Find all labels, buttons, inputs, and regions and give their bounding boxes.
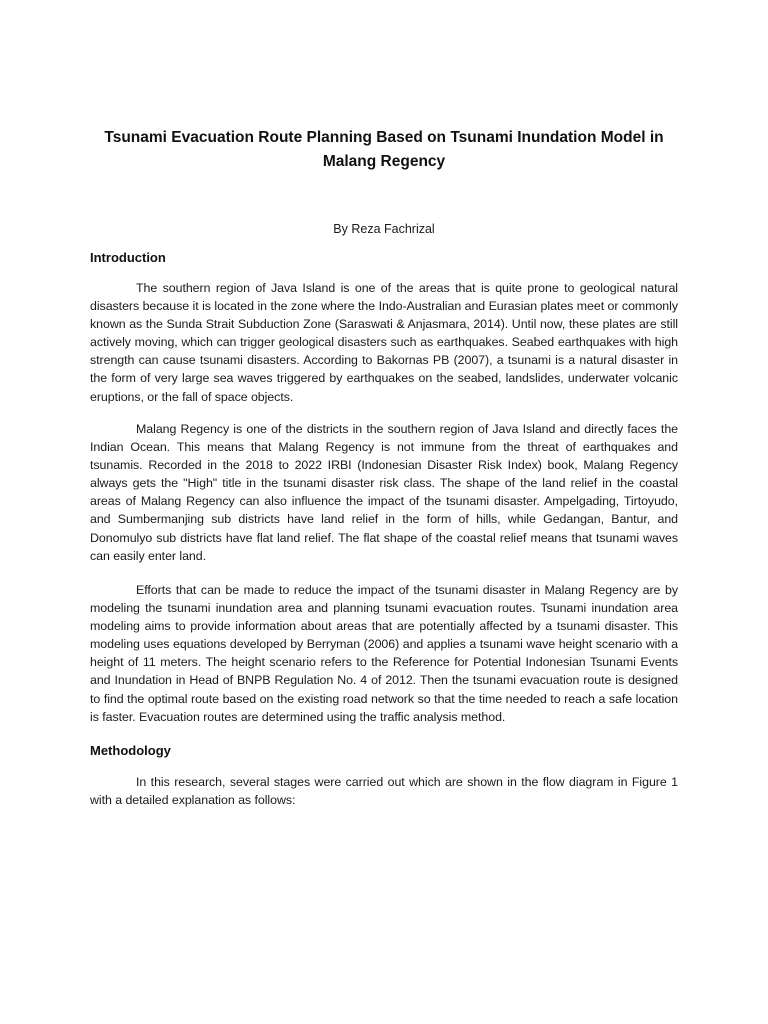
section-heading-methodology: Methodology: [90, 743, 171, 758]
body-paragraph: In this research, several stages were carried out which are shown in the flow diagram in Figure 1 with a detailed explanation as follows:: [90, 775, 678, 808]
document-title: Tsunami Evacuation Route Planning Based on Tsunami Inundation Model in Malang Regency: [104, 129, 664, 170]
author-byline: By Reza Fachrizal: [333, 222, 435, 236]
body-paragraph: Malang Regency is one of the districts in the southern region of Java Island and directly faces the Indian Ocean. This means that Malang Regency is not immune from the threat of earthquakes and tsunamis. Recorded in the 2018 to 2022 IRBI (Indonesian Disaster Risk Index) book, Malang Regency always gets the "High" title in the tsunami disaster risk class. The shape of the land relief in the coastal areas of Malang Regency can also influence the impact of the tsunami disaster. Ampelgading, Tirtoyudo, and Sumbermanjing sub districts have land relief in the form of hills, while Gedangan, Bantur, and Donomulyo sub districts have flat land relief. The flat shape of the coastal relief means that tsunami waves can easily enter land.: [90, 422, 678, 563]
body-paragraph: The southern region of Java Island is one of the areas that is quite prone to geological natural disasters because it is located in the zone where the Indo-Australian and Eurasian plates meet or commonly known as the Sunda Strait Subduction Zone (Saraswati & Anjasmara, 2014). Until now, these plates are still actively moving, which can trigger geological disasters such as earthquakes. Seabed earthquakes with high strength can cause tsunami disasters. According to Bakornas PB (2007), a tsunami is a natural disaster in the form of very large sea waves triggered by earthquakes on the seabed, landslides, underwater volcanic eruptions, or the fall of space objects.: [90, 281, 678, 404]
section-heading-introduction: Introduction: [90, 250, 166, 265]
body-paragraph: Efforts that can be made to reduce the impact of the tsunami disaster in Malang Regency are by modeling the tsunami inundation area and planning tsunami evacuation routes. Tsunami inundation area modeling aims to provide information about areas that are potentially affected by a tsunami disaster. This modeling uses equations developed by Berryman (2006) and applies a tsunami wave height scenario with a height of 11 meters. The height scenario refers to the Reference for Potential Indonesian Tsunami Events and Inundation in Head of BNPB Regulation No. 4 of 2012. Then the tsunami evacuation route is designed to find the optimal route based on the existing road network so that the time needed to reach a safe location is faster. Evacuation routes are determined using the traffic analysis method.: [90, 583, 678, 724]
